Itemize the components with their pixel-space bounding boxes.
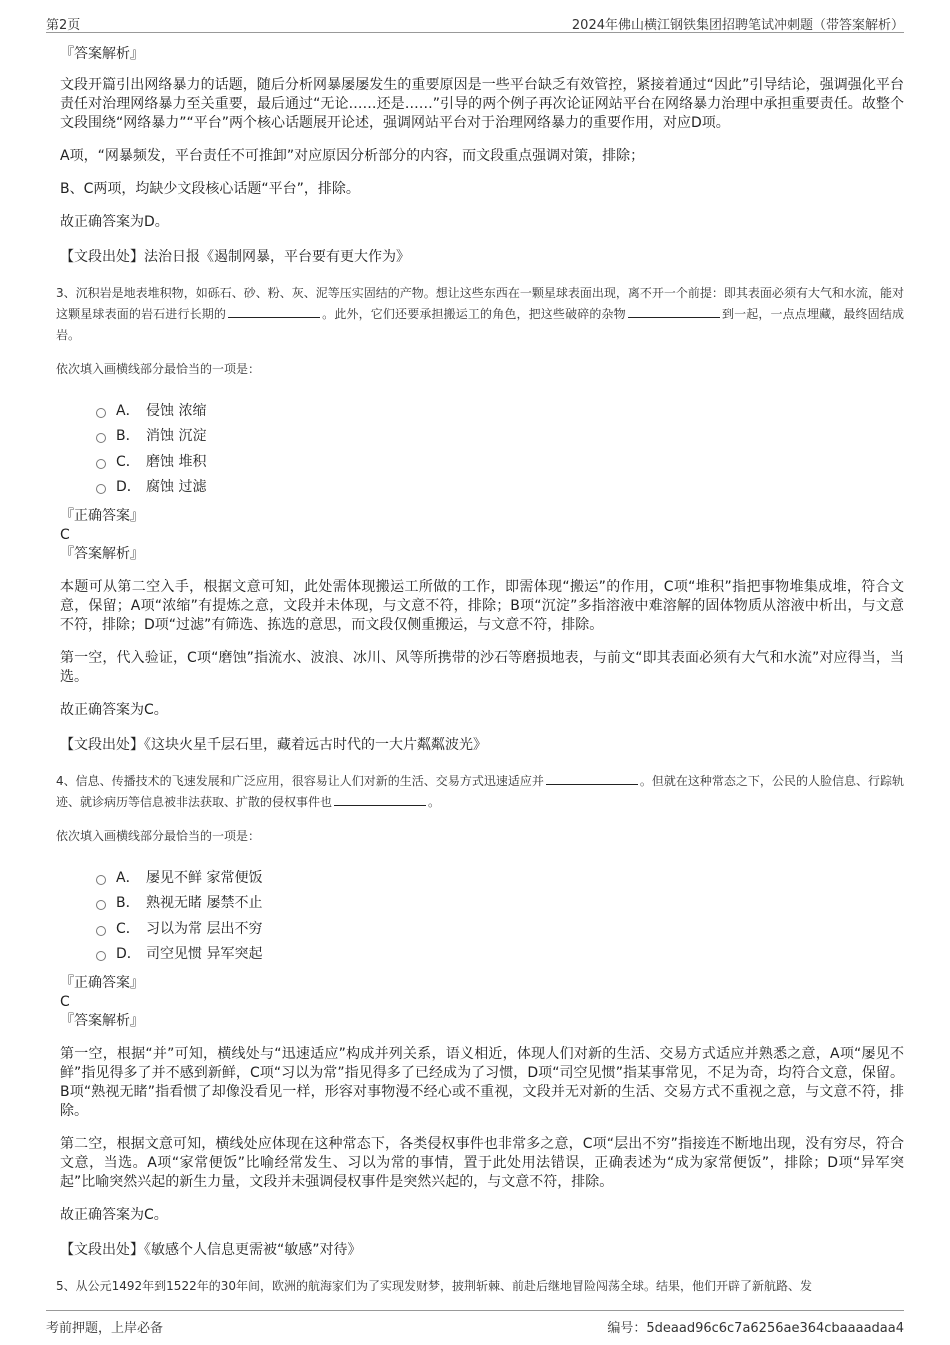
option-letter: B．: [116, 895, 140, 912]
option-d[interactable]: [96, 475, 904, 501]
option-c[interactable]: [96, 449, 904, 475]
radio-icon[interactable]: [96, 408, 106, 418]
question-text-part: 。此外，它们还要承担搬运工的角色，把这些破碎的杂物: [322, 307, 626, 321]
option-letter: C．: [116, 920, 140, 937]
radio-icon[interactable]: [96, 459, 106, 469]
analysis-label: 『答案解析』: [60, 1013, 144, 1029]
analysis-paragraph: 故正确答案为C。: [60, 702, 168, 718]
analysis-paragraph: 第一空，根据“并”可知，横线处与“迅速适应”构成并列关系，语义相近，体现人们对新的生活、交易方式适应并熟悉之意，A项“屡见不鲜”指见得多了并不感到新鲜，C项“习以为常”指见得多了已经成为了习惯，D项“司空见惯”指某事常见，不足为奇，均符合文意，保留。B项“熟视无睹”指看惯了却像没看见一样，形容对事物漫不经心或不重视，文段并无对新的生活、交易方式不重视之意，与文意不符，排除。: [60, 1046, 904, 1119]
source-text: 《敏感个人信息更需被“敏感”对待》: [144, 1242, 362, 1258]
analysis-paragraph: 文段开篇引出网络暴力的话题，随后分析网暴屡屡发生的重要原因是一些平台缺乏有效管控，紧接着通过“因此”引导结论，强调强化平台责任对治理网络暴力至关重要，最后通过“无论……还是……”引导的两个例子再次论证网站平台在网络暴力治理中承担重要责任。故整个文段围绕“网络暴力”“平台”两个核心话题展开论述，强调网站平台对于治理网络暴力的重要作用，对应D项。: [60, 77, 904, 131]
question-text-part: 4、信息、传播技术的飞速发展和广泛应用，很容易让人们对新的生活、交易方式迅速适应并: [56, 774, 544, 788]
fill-blank: [228, 305, 320, 318]
analysis-paragraph: 故正确答案为D。: [60, 214, 169, 230]
question-4-text: [56, 771, 904, 813]
page-number: 第2页: [46, 18, 81, 33]
radio-icon[interactable]: [96, 951, 106, 961]
radio-icon[interactable]: [96, 926, 106, 936]
question-4-options: [96, 865, 904, 967]
analysis-paragraph: 第一空，代入验证，C项“磨蚀”指流水、波浪、冰川、风等所携带的沙石等磨损地表，与前文“即其表面必须有大气和水流”对应得当，当选。: [60, 650, 904, 685]
option-letter: A．: [116, 869, 140, 886]
radio-icon[interactable]: [96, 875, 106, 885]
correct-answer-label: 『正确答案』: [60, 975, 144, 991]
option-letter: B．: [116, 428, 140, 445]
option-text: 磨蚀 堆积: [146, 453, 207, 470]
code-value: 5deaad96c6c7a6256ae364cbaaaadaa4: [646, 1321, 904, 1336]
question-prompt: 依次填入画横线部分最恰当的一项是：: [56, 829, 261, 843]
source-line: [60, 736, 904, 755]
source-text: 《这块火星千层石里，藏着远古时代的一大片粼粼波光》: [144, 737, 487, 753]
question-prompt: 依次填入画横线部分最恰当的一项是：: [56, 362, 261, 376]
option-c[interactable]: [96, 916, 904, 942]
radio-icon[interactable]: [96, 484, 106, 494]
source-prefix: 【文段出处】: [60, 249, 144, 265]
radio-icon[interactable]: [96, 900, 106, 910]
option-b[interactable]: [96, 891, 904, 917]
option-letter: C．: [116, 453, 140, 470]
footer-slogan: 考前押题，上岸必备: [46, 1321, 164, 1336]
question-text-part: 到一起，一点点埋藏，最终固结成岩。: [56, 307, 904, 342]
option-text: 习以为常 层出不穷: [146, 920, 263, 937]
fill-blank: [334, 793, 426, 806]
option-a[interactable]: [96, 865, 904, 891]
option-letter: A．: [116, 402, 140, 419]
source-prefix: 【文段出处】: [60, 737, 144, 753]
analysis-paragraph: 故正确答案为C。: [60, 1207, 168, 1223]
question-text-part: 。但就在这种常态之下，公民的人脸信息、行踪轨迹、就诊病历等信息被非法获取、扩散的侵权事件也: [56, 774, 904, 809]
analysis-paragraph: 第二空，根据文意可知，横线处应体现在这种常态下，各类侵权事件也非常多之意，C项“层出不穷”指接连不断地出现，没有穷尽，符合文意，当选。A项“家常便饭”比喻经常发生、习以为常的事情，置于此处用法错误，正确表述为“成为家常便饭”，排除；D项“异军突起”比喻突然兴起的新生力量，文段并未强调侵权事件是突然兴起的，与文意不符，排除。: [60, 1136, 904, 1190]
option-text: 屡见不鲜 家常便饭: [146, 869, 263, 886]
option-text: 消蚀 沉淀: [146, 428, 207, 445]
option-text: 司空见惯 异军突起: [146, 946, 263, 963]
analysis-paragraph: 本题可从第二空入手，根据文意可知，此处需体现搬运工所做的工作，即需体现“搬运”的作用，C项“堆积”指把事物堆集成堆，符合文意，保留；A项“浓缩”有提炼之意，文段并未体现，与文意不符，排除；B项“沉淀”多指溶液中难溶解的固体物质从溶液中析出，与文意不符，排除；D项“过滤”有筛选、拣选的意思，而文段仅侧重搬运，与文意不符，排除。: [60, 579, 904, 633]
source-text: 法治日报《遏制网暴，平台要有更大作为》: [144, 249, 410, 265]
document-title: 2024年佛山横江钢铁集团招聘笔试冲刺题（带答案解析）: [571, 18, 904, 33]
option-letter: D．: [116, 479, 141, 496]
page-content: [56, 44, 904, 1297]
analysis-paragraph: A项，“网暴频发，平台责任不可推卸”对应原因分析部分的内容，而文段重点强调对策，排除；: [60, 148, 645, 164]
option-text: 侵蚀 浓缩: [146, 402, 207, 419]
option-letter: D．: [116, 946, 141, 963]
fill-blank: [546, 772, 638, 785]
option-text: 熟视无睹 屡禁不止: [146, 895, 263, 912]
source-line: [60, 1241, 904, 1260]
page-header: [46, 10, 904, 33]
question-3-text: [56, 283, 904, 346]
source-line: [60, 248, 904, 267]
page-footer: [46, 1310, 904, 1335]
question-text-part: 3、沉积岩是地表堆积物，如砾石、砂、粉、灰、泥等压实固结的产物。想让这些东西在一颗星球表面出现，离不开一个前提：即其表面必须有大气和水流，能对这颗星球表面的岩石进行长期的: [56, 286, 904, 321]
question-5-text: 5、从公元1492年到1522年的30年间，欧洲的航海家们为了实现发财梦，披荆斩棘、前赴后继地冒险闯荡全球。结果，他们开辟了新航路、发: [56, 1279, 812, 1293]
radio-icon[interactable]: [96, 433, 106, 443]
option-d[interactable]: [96, 942, 904, 968]
correct-answer-label: 『正确答案』: [60, 508, 144, 524]
analysis-label: 『答案解析』: [60, 46, 144, 62]
question-3-options: [96, 398, 904, 500]
analysis-paragraph: B、C两项，均缺少文段核心话题“平台”，排除。: [60, 181, 360, 197]
code-label: 编号：: [607, 1321, 647, 1336]
option-text: 腐蚀 过滤: [146, 479, 207, 496]
correct-answer: C: [60, 994, 70, 1010]
source-prefix: 【文段出处】: [60, 1242, 144, 1258]
document-code: [607, 1317, 904, 1336]
analysis-label: 『答案解析』: [60, 546, 144, 562]
option-a[interactable]: [96, 398, 904, 424]
question-text-part: 。: [428, 795, 441, 809]
option-b[interactable]: [96, 424, 904, 450]
fill-blank: [628, 305, 720, 318]
correct-answer: C: [60, 527, 70, 543]
